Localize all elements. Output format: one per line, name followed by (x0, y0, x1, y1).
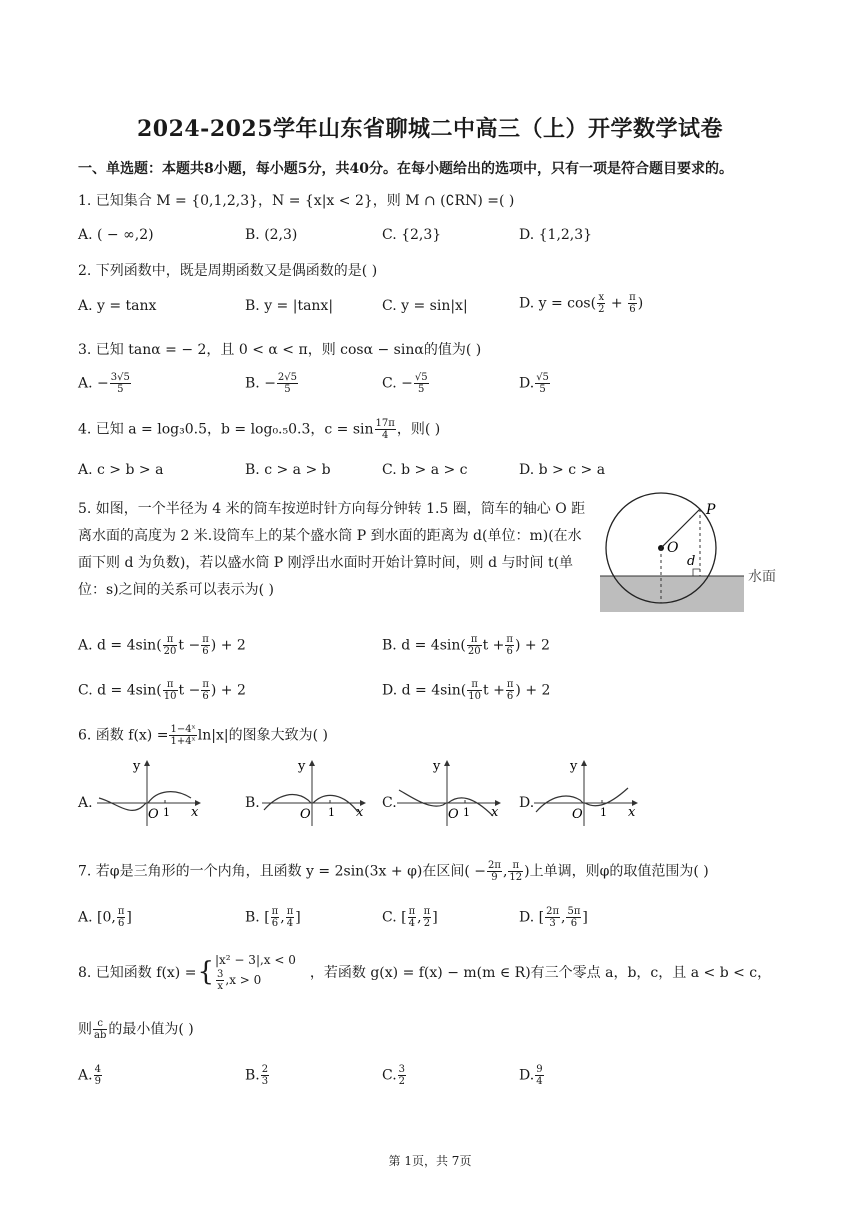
one-label: 1 (463, 806, 470, 819)
q4-option-b: B. c > a > b (245, 462, 331, 478)
curve-left (399, 790, 446, 806)
q3-option-c: C. − $\frac{√5}{5}$ (382, 372, 428, 395)
q6-graph-c (395, 758, 505, 828)
q7-option-d: D. [ $\frac{2\pi}{3}$ , $\frac{5\pi}{6}$ ] (519, 906, 588, 929)
axis-y-label: y (133, 759, 141, 774)
axis-x-label: x (191, 805, 199, 820)
origin-label: O (148, 807, 159, 822)
y-axis-arrow (581, 760, 587, 766)
question-5-stem: 5. 如图，一个半径为 4 米的筒车按逆时针方向每分钟转 1.5 圈，筒车的轴心 O 距离水面的高度为 2 米.设筒车上的某个盛水筒 P 到水面的距离为 d(单位：m)(在水面下则 d 为负数)，若以盛水筒 P 刚浮出水面时开始计算时间，则 d 与时间 t(单位：s)之间的关系可以表示为( ) (78, 501, 586, 598)
q6-option-c-label: C. (382, 795, 397, 811)
curve-left (99, 798, 146, 810)
curve-right (313, 795, 358, 812)
q6-graph-b (260, 758, 370, 828)
q5-option-a: A. d = 4sin( $\frac{\pi}{20}$ t − $\frac{\pi}{6}$ ) + 2 (78, 634, 246, 657)
q1-option-c: C. {2,3} (382, 227, 442, 243)
label-water-surface: 水面 (748, 569, 776, 585)
question-3-stem: 3. 已知 tanα = − 2，且 0 < α < π，则 cosα − sinα的值为( ) (78, 342, 482, 358)
q2-option-a: A. y = tanx (78, 298, 157, 314)
q7-option-b: B. [ $\frac{\pi}{6}$ , $\frac{\pi}{4}$ ] (245, 906, 301, 929)
origin-label: O (448, 807, 459, 822)
q6-graph-a (95, 758, 205, 828)
q2-option-b: B. y = |tanx| (245, 298, 334, 314)
question-1-stem: 1. 已知集合 M = {0,1,2,3}，N = {x|x < 2}，则 M ∩ (∁RN) =( ) (78, 193, 515, 209)
q7-option-c: C. [ $\frac{\pi}{4}$ , $\frac{\pi}{2}$ ] (382, 906, 438, 929)
label-p: P (706, 502, 716, 518)
origin-label: O (300, 807, 311, 822)
section-heading: 一、单选题：本题共8小题，每小题5分，共40分。在每小题给出的选项中，只有一项是符合题目要求的。 (78, 161, 733, 177)
q4-option-a: A. c > b > a (78, 462, 164, 478)
q5-option-b: B. d = 4sin( $\frac{\pi}{20}$ t + $\frac{\pi}{6}$ ) + 2 (382, 634, 550, 657)
question-6-stem: 6. 函数 f(x) = $\frac{\text{1−4ˣ}}{\text{1+4ˣ}}$ ln|x|的图象大致为( ) (78, 724, 328, 747)
page-title: 2024-2025学年山东省聊城二中高三（上）开学数学试卷 (136, 116, 724, 142)
curve-right (148, 792, 191, 803)
q8-option-b: B. $\frac{2}{3}$ (245, 1064, 269, 1087)
y-axis-arrow (144, 760, 150, 766)
page-footer: 第 1页，共 7页 (388, 1154, 472, 1168)
q4-option-c: C. b > a > c (382, 462, 468, 478)
q1-option-a: A. ( − ∞,2) (78, 227, 154, 243)
label-d: d (687, 554, 696, 569)
one-label: 1 (600, 806, 607, 819)
axis-y-label: y (433, 759, 441, 774)
y-axis-arrow (444, 760, 450, 766)
q6-graph-d (532, 758, 642, 828)
axis-y-label: y (570, 759, 578, 774)
q5-option-c: C. d = 4sin( $\frac{\pi}{10}$ t − $\frac{\pi}{6}$ ) + 2 (78, 679, 246, 702)
one-label: 1 (328, 806, 335, 819)
axis-x-label: x (491, 805, 499, 820)
q1-option-b: B. (2,3) (245, 227, 298, 243)
q8-option-d: D. $\frac{9}{4}$ (519, 1064, 543, 1087)
y-axis-arrow (309, 760, 315, 766)
right-angle-mark (693, 569, 700, 576)
axis-y-label: y (298, 759, 306, 774)
q6-option-b-label: B. (245, 795, 260, 811)
one-label: 1 (163, 806, 170, 819)
label-o: O (667, 540, 679, 556)
axis-x-label: x (356, 805, 364, 820)
question-4-stem: 4. 已知 a = log₃0.5，b = log₀.₅0.3，c = sin $\frac{17\pi}{4}$ ，则( ) (78, 418, 441, 441)
q8-option-c: C. $\frac{3}{2}$ (382, 1064, 406, 1087)
question-2-stem: 2. 下列函数中，既是周期函数又是偶函数的是( ) (78, 263, 378, 279)
q3-option-d: D. $\frac{√5}{5}$ (519, 372, 549, 395)
q3-option-b: B. − $\frac{2√5}{5}$ (245, 372, 298, 395)
q6-option-d-label: D. (519, 795, 535, 811)
waterwheel-figure (598, 488, 788, 618)
q5-option-d: D. d = 4sin( $\frac{\pi}{10}$ t + $\frac{\pi}{6}$ ) + 2 (382, 679, 551, 702)
question-8-line-2: 则 $\frac{c}{ab}$ 的最小值为( ) (78, 1018, 194, 1041)
q2-option-c: C. y = sin|x| (382, 298, 468, 314)
q6-option-a-label: A. (78, 795, 93, 811)
q7-option-a: A. [0, $\frac{\pi}{6}$ ] (78, 906, 132, 929)
q4-option-d: D. b > c > a (519, 462, 606, 478)
q2-option-d: D. y = cos( $\frac{x}{2}$ + $\frac{\pi}{6}$ ) (519, 292, 644, 315)
q8-option-a: A. $\frac{4}{9}$ (78, 1064, 101, 1087)
question-8-stem: 8. 已知函数 f(x) ={ |x² − 3|,x < 0 $\frac{3}{x}$ ,x > 0 ，若函数 g(x) = f(x) − m(m ∈ R)有三个零点 a，b，c，且 a < b < c， (78, 953, 772, 992)
q1-option-d: D. {1,2,3} (519, 227, 593, 243)
q3-option-a: A. − $\frac{3√5}{5}$ (78, 372, 130, 395)
axis-x-label: x (628, 805, 636, 820)
question-7-stem: 7. 若φ是三角形的一个内角，且函数 y = 2sin(3x + φ)在区间( − $\frac{2\pi}{9}$ , $\frac{\pi}{12}$ )上单调，则φ的取值范围为( ) (78, 860, 709, 883)
origin-label: O (572, 807, 583, 822)
water-body (600, 576, 744, 612)
